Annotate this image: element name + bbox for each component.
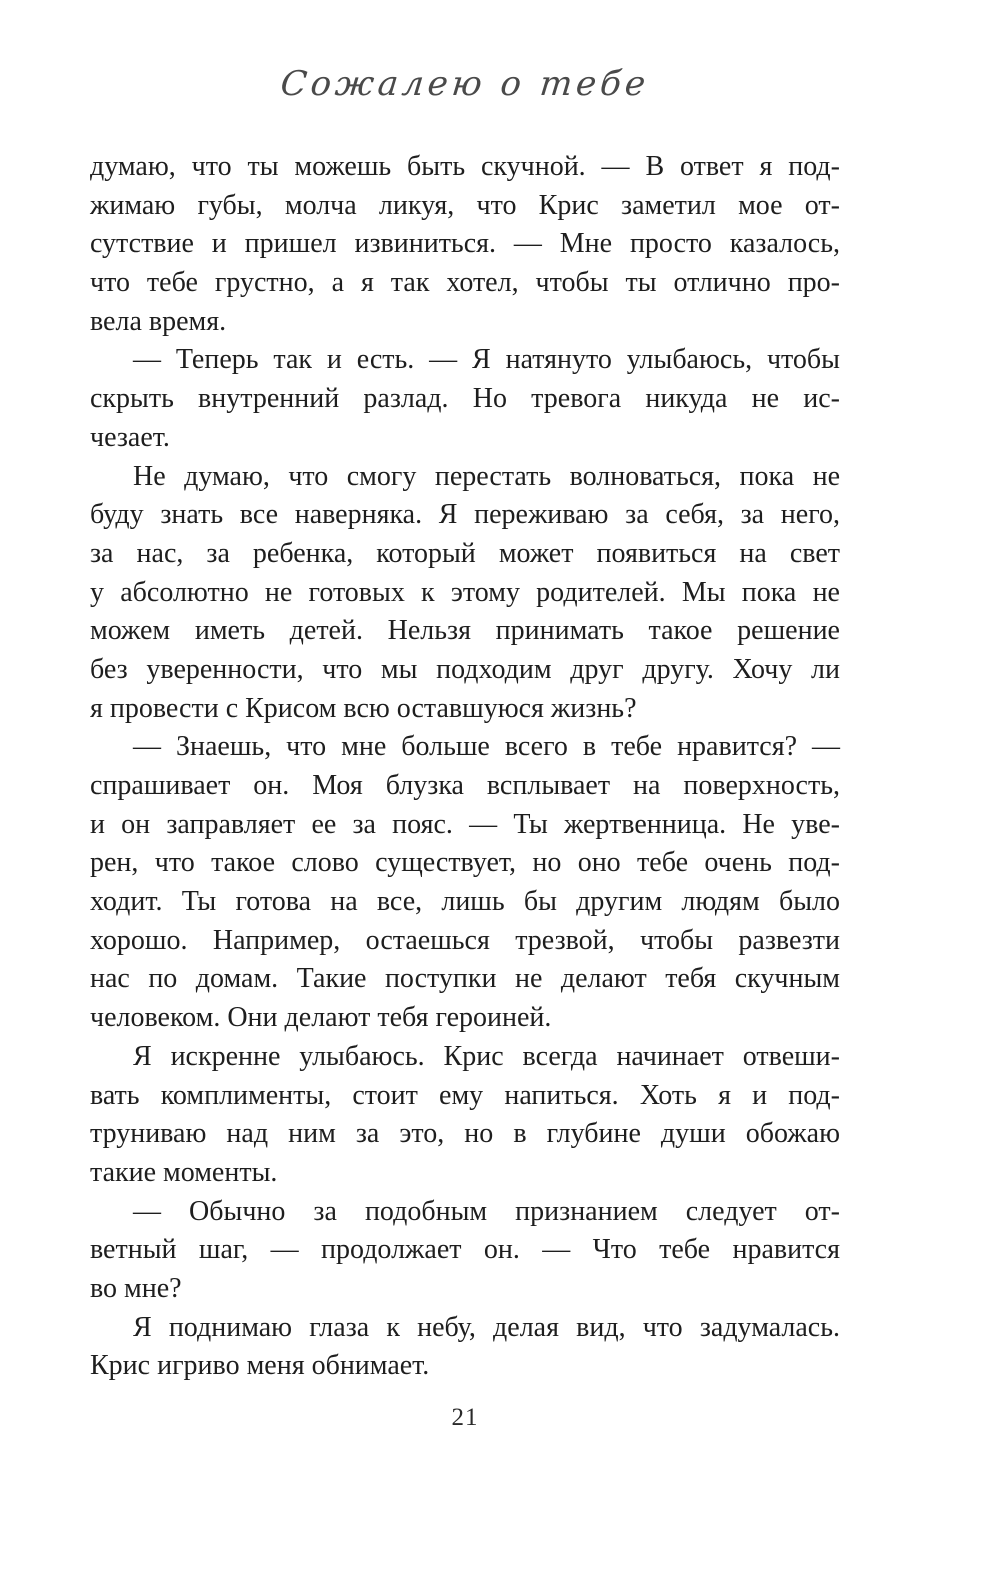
paragraph [90, 728, 840, 1038]
text-line: спрашивает он. Моя блузка всплывает на поверхность, [90, 770, 840, 801]
text-line: человеком. Они делают тебя героиней. [90, 1002, 552, 1034]
paragraph [90, 341, 840, 457]
text-line: такие моменты. [90, 1156, 278, 1188]
running-header-title: Сожалею о тебе [278, 64, 652, 104]
text-line: Не думаю, что смогу перестать волноваться, пока не [133, 460, 840, 492]
text-line: Крис игриво меня обнимает. [90, 1350, 430, 1382]
text-line: хорошо. Например, остаешься трезвой, чтобы развезти [90, 924, 840, 956]
text-line: чезает. [90, 421, 170, 453]
text-line: скрыть внутренний разлад. Но тревога никуда не ис- [90, 383, 840, 415]
text-block [90, 148, 840, 1386]
text-line: за нас, за ребенка, который может появиться на свет [90, 537, 840, 569]
paragraph [90, 458, 840, 729]
text-line: Я искренне улыбаюсь. Крис всегда начинает отвеши- [133, 1040, 840, 1072]
text-line: жимаю губы, молча ликуя, что Крис заметил мое от- [90, 189, 840, 221]
text-line: буду знать все наверняка. Я переживаю за себя, за него, [90, 499, 840, 531]
text-line: я провести с Крисом всю оставшуюся жизнь? [90, 692, 637, 724]
page-number: 21 [451, 1404, 479, 1431]
text-line: можем иметь детей. Нельзя принимать такое решение [90, 615, 840, 647]
paragraph [90, 1309, 840, 1386]
text-line: нас по домам. Такие поступки не делают тебя скучным [90, 963, 840, 995]
text-line: сутствие и пришел извиниться. — Мне просто казалось, [90, 228, 840, 260]
text-line: ветный шаг, — продолжает он. — Что тебе нравится [90, 1234, 840, 1266]
text-line: вать комплименты, стоит ему напиться. Хоть я и под- [90, 1079, 840, 1111]
paragraph [90, 1038, 840, 1193]
paragraph [90, 1193, 840, 1309]
text-line: рен, что такое слово существует, но оно тебе очень под- [90, 847, 840, 879]
text-line: — Теперь так и есть. — Я натянуто улыбаюсь, чтобы [133, 344, 840, 376]
paragraph [90, 148, 840, 341]
text-line: во мне? [90, 1272, 182, 1304]
text-line: думаю, что ты можешь быть скучной. — В ответ я под- [90, 151, 840, 182]
text-line: ходит. Ты готова на все, лишь бы другим людям было [90, 886, 840, 918]
text-line: у абсолютно не готовых к этому родителей. Мы пока не [90, 576, 840, 608]
text-line: Я поднимаю глаза к небу, делая вид, что задумалась. [133, 1311, 840, 1343]
text-line: без уверенности, что мы подходим друг другу. Хочу ли [90, 653, 840, 685]
text-line: вела время. [90, 305, 227, 337]
text-line: труниваю над ним за это, но в глубине души обожаю [90, 1118, 840, 1150]
text-line: что тебе грустно, а я так хотел, чтобы ты отлично про- [90, 267, 840, 299]
text-line: — Знаешь, что мне больше всего в тебе нравится? — [133, 731, 840, 763]
text-line: и он заправляет ее за пояс. — Ты жертвенница. Не уве- [90, 808, 840, 840]
text-line: — Обычно за подобным признанием следует от- [133, 1195, 840, 1227]
